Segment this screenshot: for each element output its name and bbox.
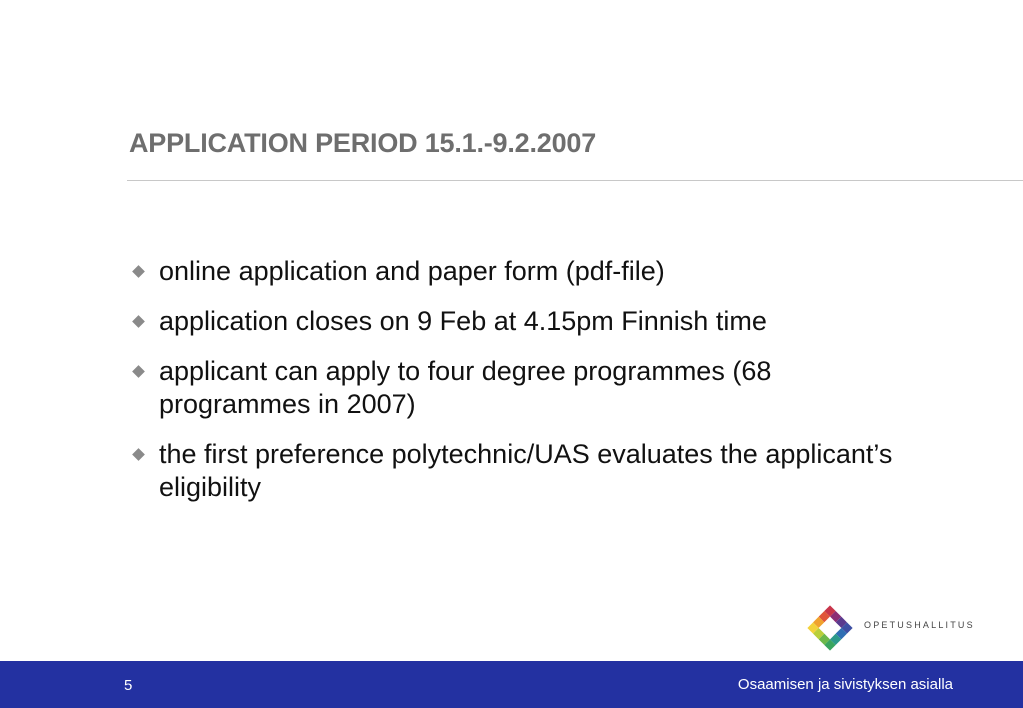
diamond-bullet-icon (132, 265, 145, 278)
bullet-item (132, 305, 912, 338)
bullet-text: applicant can apply to four degree programmes (68 programmes in 2007) (159, 356, 772, 419)
diamond-bullet-icon (132, 365, 145, 378)
footer-tagline: Osaamisen ja sivistyksen asialla (737, 676, 953, 693)
diamond-mosaic-logo-icon (806, 604, 854, 652)
logo-text: OPETUSHALLITUS (864, 620, 975, 630)
title-divider (127, 180, 1023, 181)
diamond-bullet-icon (132, 448, 145, 461)
page-number: 5 (124, 677, 133, 694)
bullet-item (132, 255, 912, 288)
bullet-text: online application and paper form (pdf-file) (159, 256, 665, 286)
bullet-text: the first preference polytechnic/UAS evaluates the applicant’s eligibility (159, 439, 893, 502)
bullet-item (132, 438, 912, 504)
slide-title: APPLICATION PERIOD 15.1.-9.2.2007 (129, 128, 597, 158)
diamond-bullet-icon (132, 315, 145, 328)
bullet-item (132, 355, 912, 421)
opetushallitus-logo (806, 604, 975, 652)
bullet-list (132, 255, 912, 521)
bullet-text: application closes on 9 Feb at 4.15pm Finnish time (159, 306, 767, 336)
footer-bar (0, 661, 1023, 708)
